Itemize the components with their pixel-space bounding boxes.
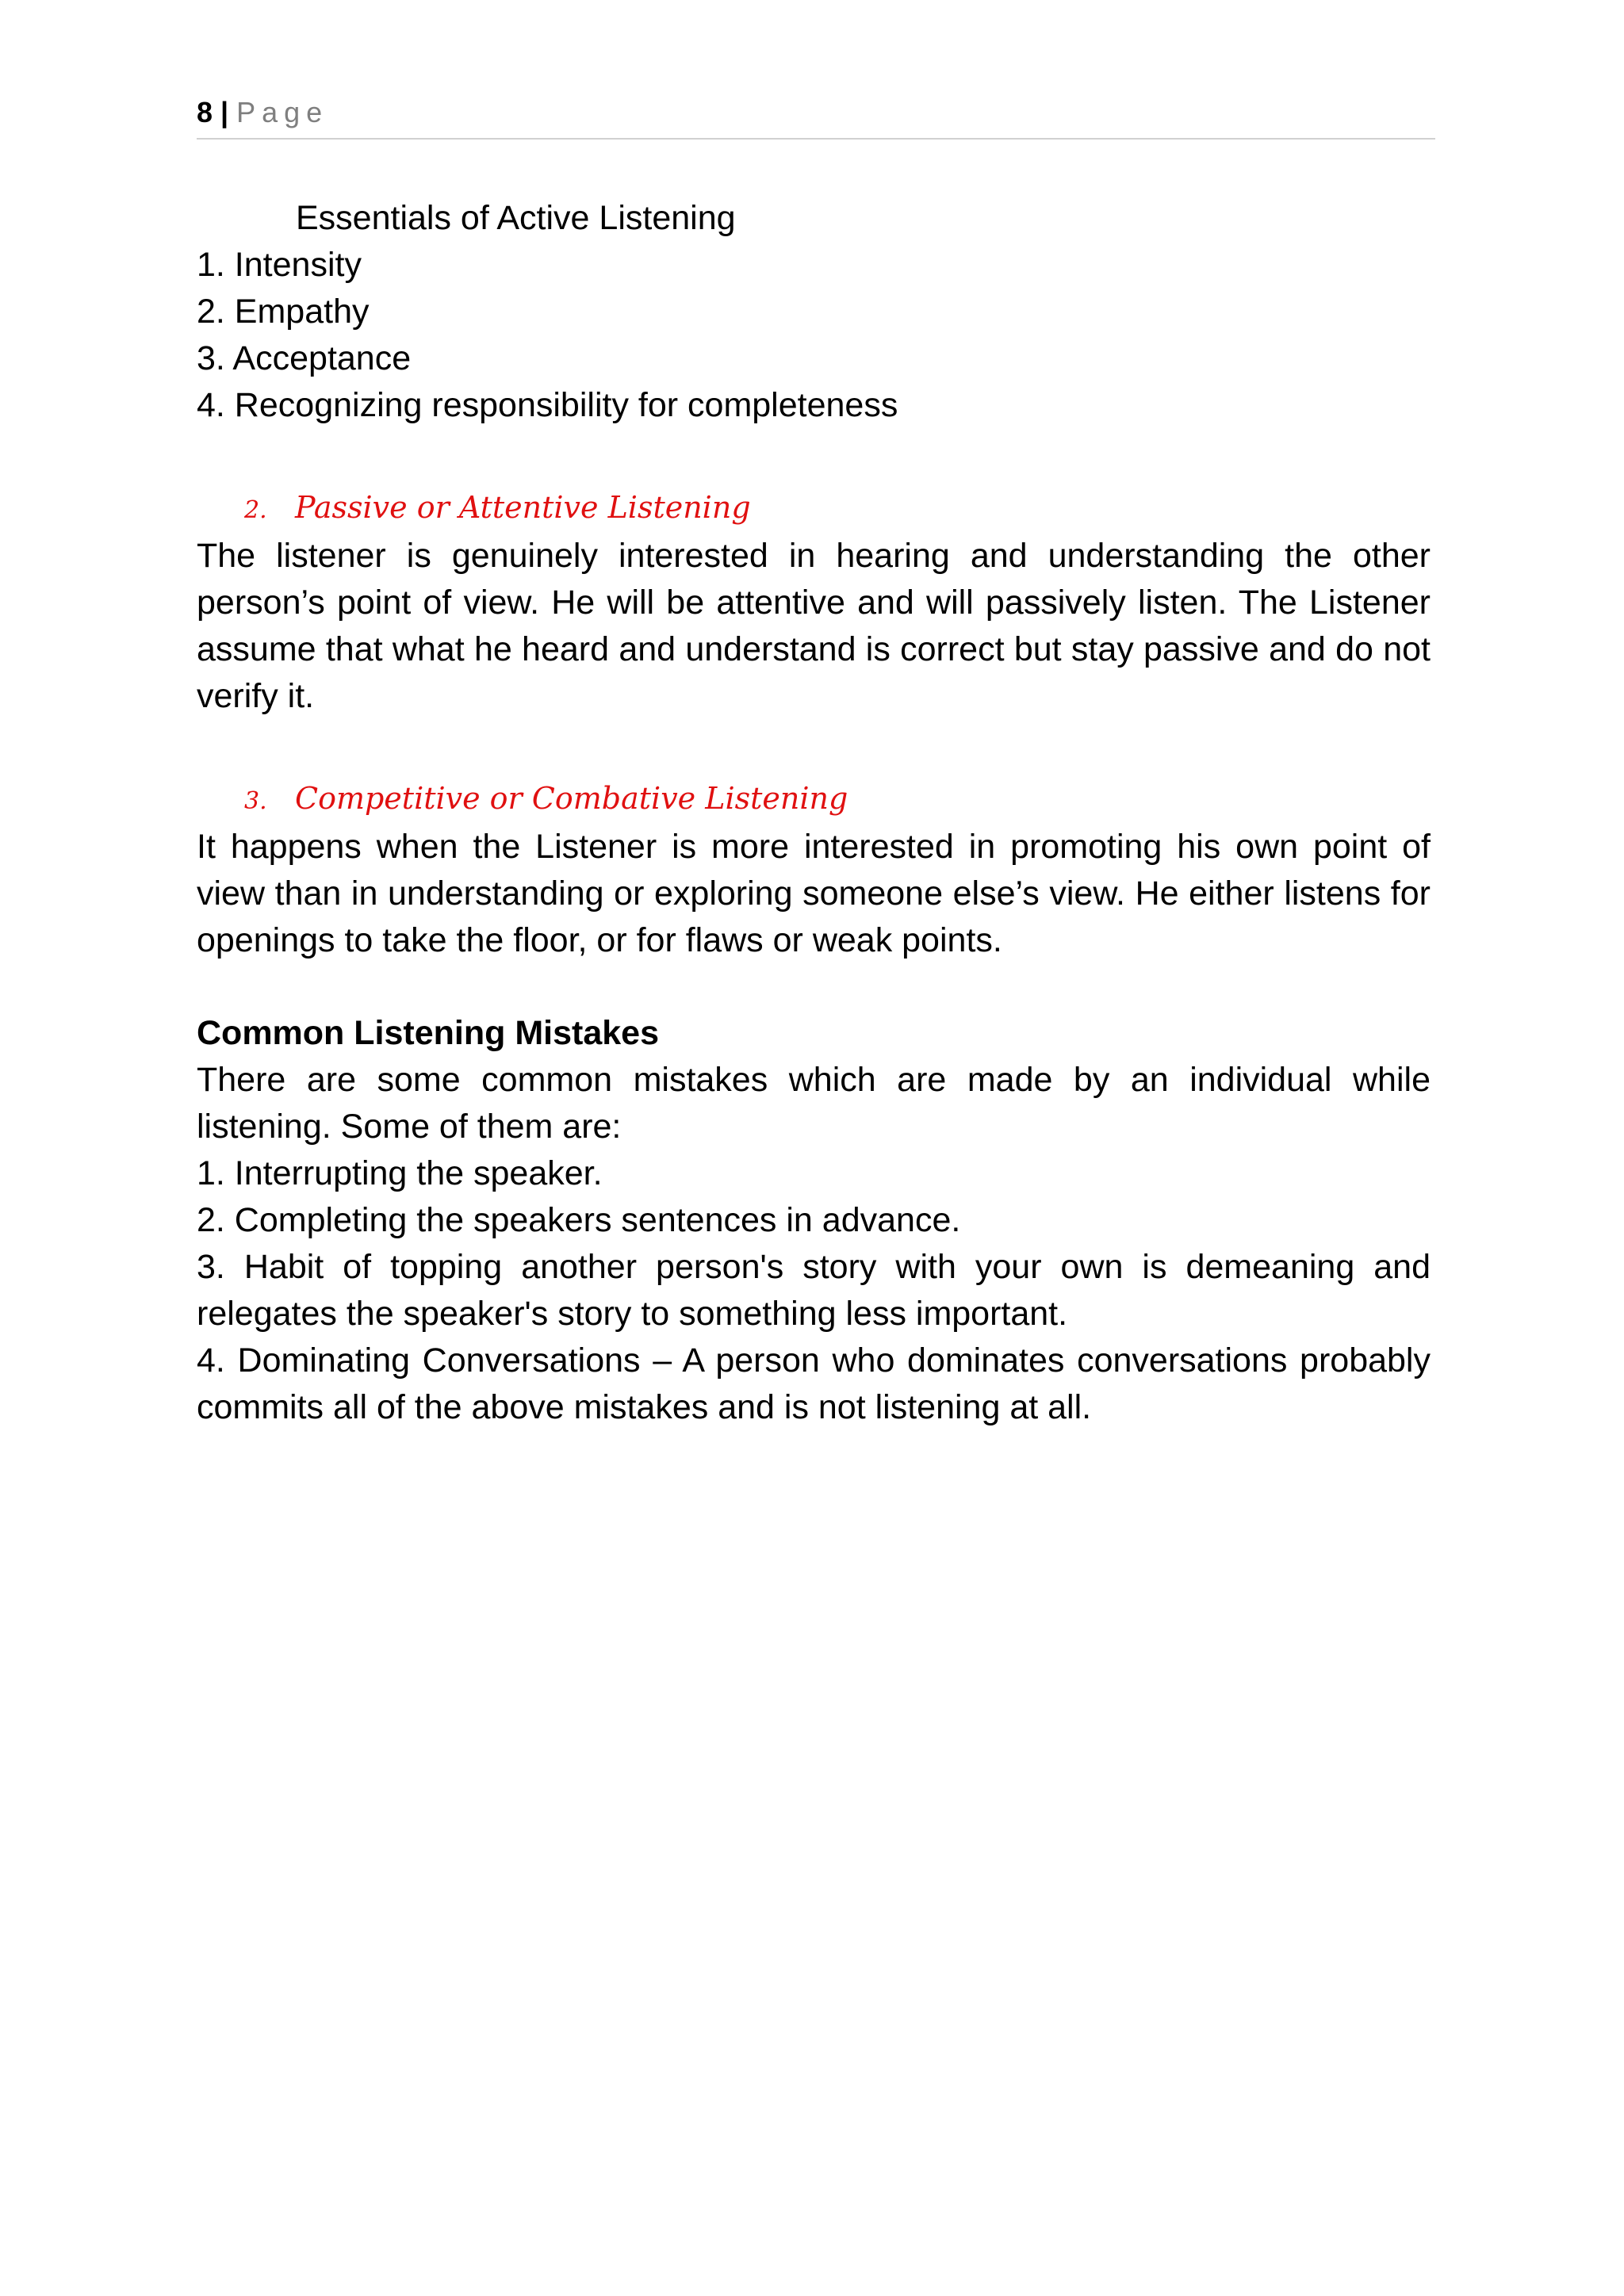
mistakes-intro: There are some common mistakes which are made by an individual while listening. Some of them are: xyxy=(197,1061,1431,1146)
list-item: 3. Habit of topping another person's story with your own is demeaning and relegates the speaker's story to something less important. xyxy=(197,1248,1431,1333)
mistakes-heading: Common Listening Mistakes xyxy=(197,1014,659,1052)
list-item: 2. Empathy xyxy=(197,293,370,331)
section-heading-passive xyxy=(197,485,1431,533)
competitive-paragraph: It happens when the Listener is more interested in promoting his own point of view than in understanding or exploring someone else’s view. He either listens for openings to take the floor, or for flaws or weak points. xyxy=(197,828,1431,959)
page-number: 8 xyxy=(197,96,213,128)
list-item: 1. Intensity xyxy=(197,246,362,284)
list-item: 4. Recognizing responsibility for completeness xyxy=(197,386,898,424)
section-title: Passive or Attentive Listening xyxy=(295,490,751,525)
list-item: 1. Interrupting the speaker. xyxy=(197,1154,603,1192)
section-heading-competitive xyxy=(197,776,1431,824)
essentials-title: Essentials of Active Listening xyxy=(296,199,736,237)
section-number: 3. xyxy=(244,787,267,815)
section-number: 2. xyxy=(244,496,267,524)
list-item: 4. Dominating Conversations – A person who dominates conversations probably commits all of the above mistakes and is not listening at all. xyxy=(197,1341,1431,1426)
list-item: 2. Completing the speakers sentences in advance. xyxy=(197,1201,961,1239)
page-label: Page xyxy=(236,96,329,128)
header-separator: | xyxy=(220,96,229,128)
page-content xyxy=(197,195,1431,1431)
passive-paragraph: The listener is genuinely interested in hearing and understanding the other person’s point of view. He will be attentive and will passively listen. The Listener assume that what he heard and understand is correct but stay passive and do not verify it. xyxy=(197,537,1431,715)
list-item: 3. Acceptance xyxy=(197,339,412,377)
section-title: Competitive or Combative Listening xyxy=(295,781,848,816)
page-header xyxy=(197,94,1435,140)
